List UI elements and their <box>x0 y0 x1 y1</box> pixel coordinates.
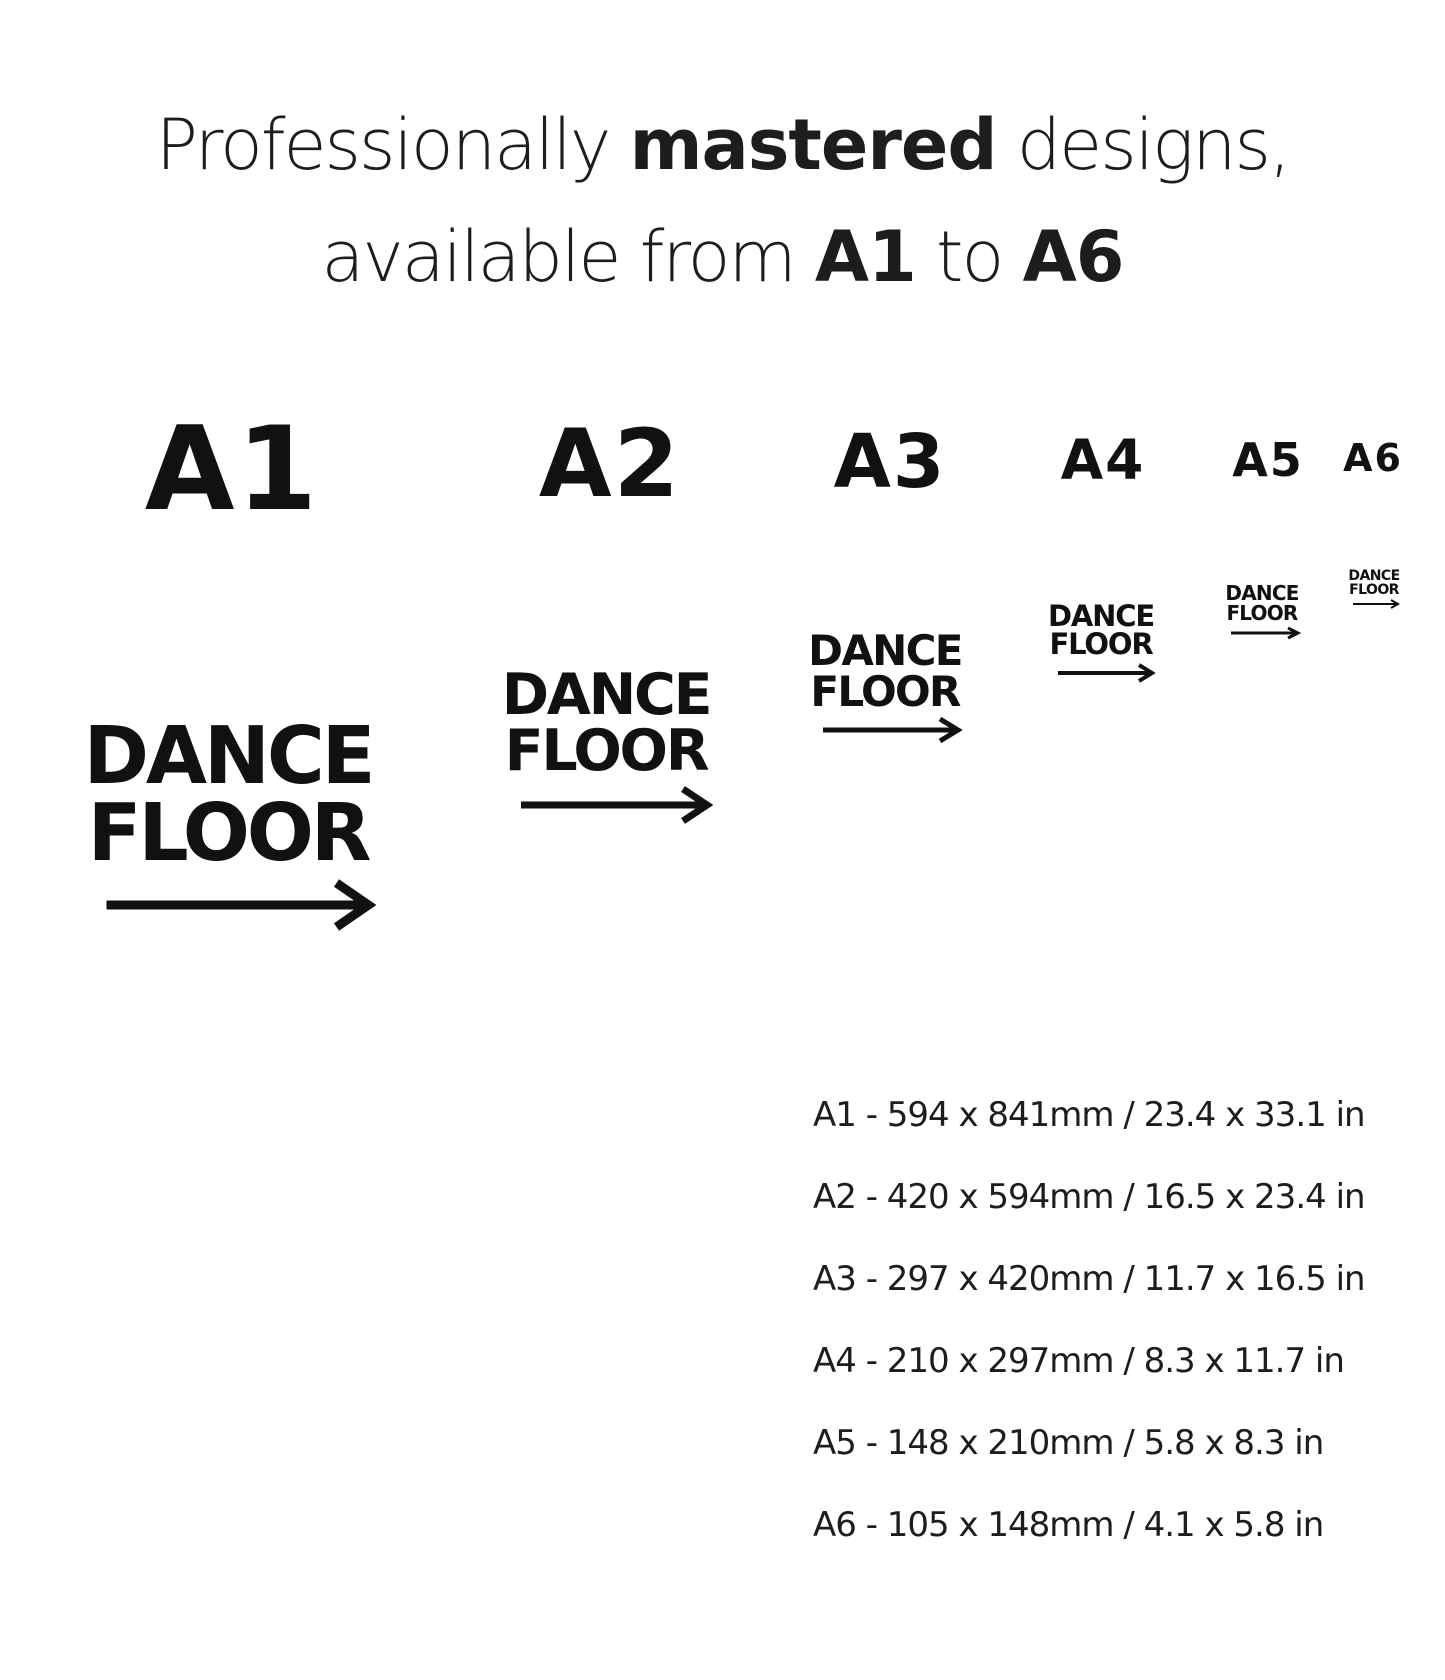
size-spec-a3: A3 - 297 x 420mm / 11.7 x 16.5 in <box>813 1259 1365 1299</box>
headline-line-2 <box>0 216 1445 298</box>
sign-line-dance: DANCE <box>1225 581 1299 605</box>
size-label-a3: A3 <box>833 419 947 505</box>
size-spec-a5: A5 - 148 x 210mm / 5.8 x 8.3 in <box>813 1423 1324 1463</box>
right-arrow-icon <box>1058 663 1156 683</box>
sign-line-floor: FLOOR <box>810 667 960 717</box>
sign-line-floor: FLOOR <box>87 787 369 880</box>
right-arrow-icon <box>107 879 377 931</box>
sign-preview-a2 <box>499 662 713 824</box>
sign-line-dance: DANCE <box>1348 568 1400 584</box>
sign-preview-a1 <box>80 710 377 931</box>
size-label-a2: A2 <box>538 410 682 519</box>
sign-line-floor: FLOOR <box>1049 627 1153 662</box>
sign-line-dance: DANCE <box>808 626 962 675</box>
sign-line-floor: FLOOR <box>1226 600 1298 625</box>
sign-line-floor: FLOOR <box>1349 581 1399 598</box>
right-arrow-icon <box>1231 626 1301 640</box>
headline-text: designs, <box>996 104 1290 186</box>
headline-emphasis: A6 <box>1022 216 1124 298</box>
size-spec-a1: A1 - 594 x 841mm / 23.4 x 33.1 in <box>813 1095 1365 1135</box>
size-spec-a2: A2 - 420 x 594mm / 16.5 x 23.4 in <box>813 1177 1365 1217</box>
sign-preview-a4 <box>1046 599 1156 683</box>
size-spec-a6: A6 - 105 x 148mm / 4.1 x 5.8 in <box>813 1505 1324 1545</box>
size-label-a4: A4 <box>1060 428 1146 492</box>
size-spec-a4: A4 - 210 x 297mm / 8.3 x 11.7 in <box>813 1341 1344 1381</box>
headline-emphasis: A1 <box>814 216 916 298</box>
sign-preview-a6 <box>1347 570 1401 609</box>
right-arrow-icon <box>1353 599 1401 609</box>
sign-line-dance: DANCE <box>501 662 711 728</box>
sign-line-floor: FLOOR <box>504 717 708 784</box>
sign-line-dance: DANCE <box>1047 599 1155 633</box>
headline-text: available from <box>321 216 815 298</box>
headline-line-1 <box>0 104 1445 186</box>
headline-emphasis: mastered <box>629 104 997 186</box>
right-arrow-icon <box>521 786 713 824</box>
right-arrow-icon <box>823 716 963 744</box>
size-label-a6: A6 <box>1343 436 1403 480</box>
size-label-a1: A1 <box>144 402 320 537</box>
sign-preview-a5 <box>1223 581 1301 640</box>
sign-line-dance: DANCE <box>83 710 373 802</box>
size-label-a5: A5 <box>1232 433 1304 487</box>
sign-preview-a3 <box>807 626 963 744</box>
headline-text: to <box>915 216 1023 298</box>
headline-text: Professionally <box>155 104 630 186</box>
